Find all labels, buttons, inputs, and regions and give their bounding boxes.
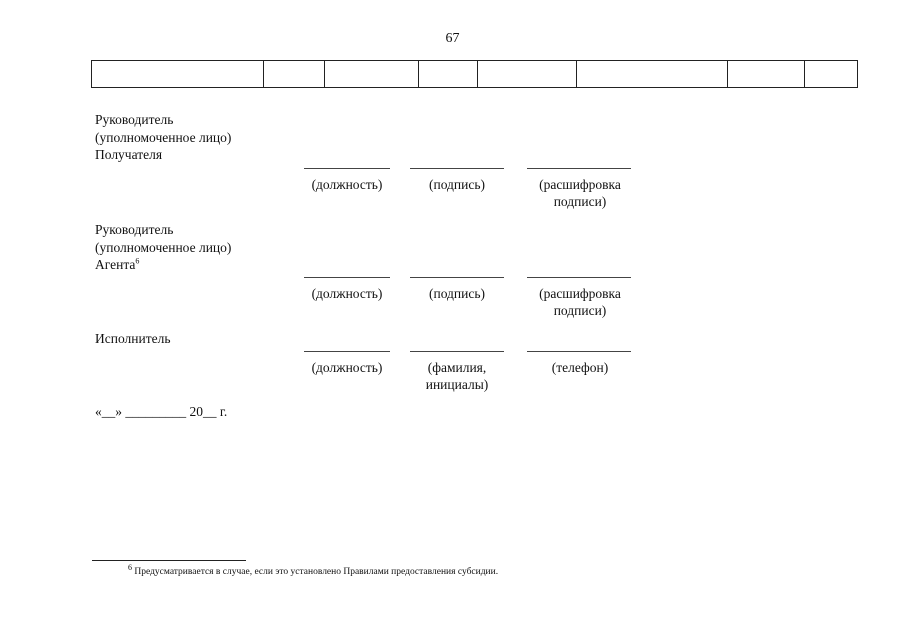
label-line: Руководитель <box>95 222 174 237</box>
position-signature-line <box>304 168 390 169</box>
footnote-mark: 6 <box>135 256 140 266</box>
caption-signature: (подпись) <box>428 177 486 192</box>
footnote-separator <box>92 560 246 561</box>
label-line: Исполнитель <box>95 331 171 346</box>
footnote-text: Предусматривается в случае, если это установлено Правилами предоставления субсидии. <box>134 567 499 577</box>
header-table <box>91 60 858 88</box>
signature-line <box>410 277 504 278</box>
table-cell <box>92 61 264 88</box>
date-line: «__» _________ 20__ г. <box>95 404 228 419</box>
name-line <box>410 351 504 352</box>
executor-label <box>95 330 171 348</box>
table-cell <box>264 61 325 88</box>
table-cell <box>325 61 419 88</box>
table-cell <box>728 61 805 88</box>
table-cell <box>805 61 858 88</box>
caption-position: (должность) <box>311 286 383 301</box>
agent-head-label <box>95 221 231 274</box>
caption-signature-decoding: (расшифровка подписи) <box>539 286 621 318</box>
label-line <box>95 256 231 274</box>
signature-decoding-line <box>527 168 631 169</box>
footnote-number: 6 <box>128 562 132 572</box>
phone-line <box>527 351 631 352</box>
caption-position: (должность) <box>311 177 383 192</box>
position-signature-line <box>304 277 390 278</box>
caption-phone: (телефон) <box>551 360 609 375</box>
signature-line <box>410 168 504 169</box>
caption-signature-decoding: (расшифровка подписи) <box>539 177 621 209</box>
label-text: Агента <box>95 257 136 272</box>
caption-position: (должность) <box>311 360 383 375</box>
caption-name-initials: (фамилия, инициалы) <box>425 360 489 392</box>
page-number: 67 <box>445 31 460 46</box>
recipient-head-label <box>95 111 231 164</box>
label-line: Руководитель <box>95 112 174 127</box>
label-line: (уполномоченное лицо) <box>95 239 232 255</box>
signature-decoding-line <box>527 277 631 278</box>
caption-signature: (подпись) <box>428 286 486 301</box>
table-cell <box>478 61 577 88</box>
label-line: Получателя <box>95 147 163 162</box>
table-cell <box>577 61 728 88</box>
table-row <box>92 61 858 88</box>
label-line: (уполномоченное лицо) <box>95 129 232 145</box>
footnote <box>128 562 499 577</box>
table-cell <box>419 61 478 88</box>
position-signature-line <box>304 351 390 352</box>
